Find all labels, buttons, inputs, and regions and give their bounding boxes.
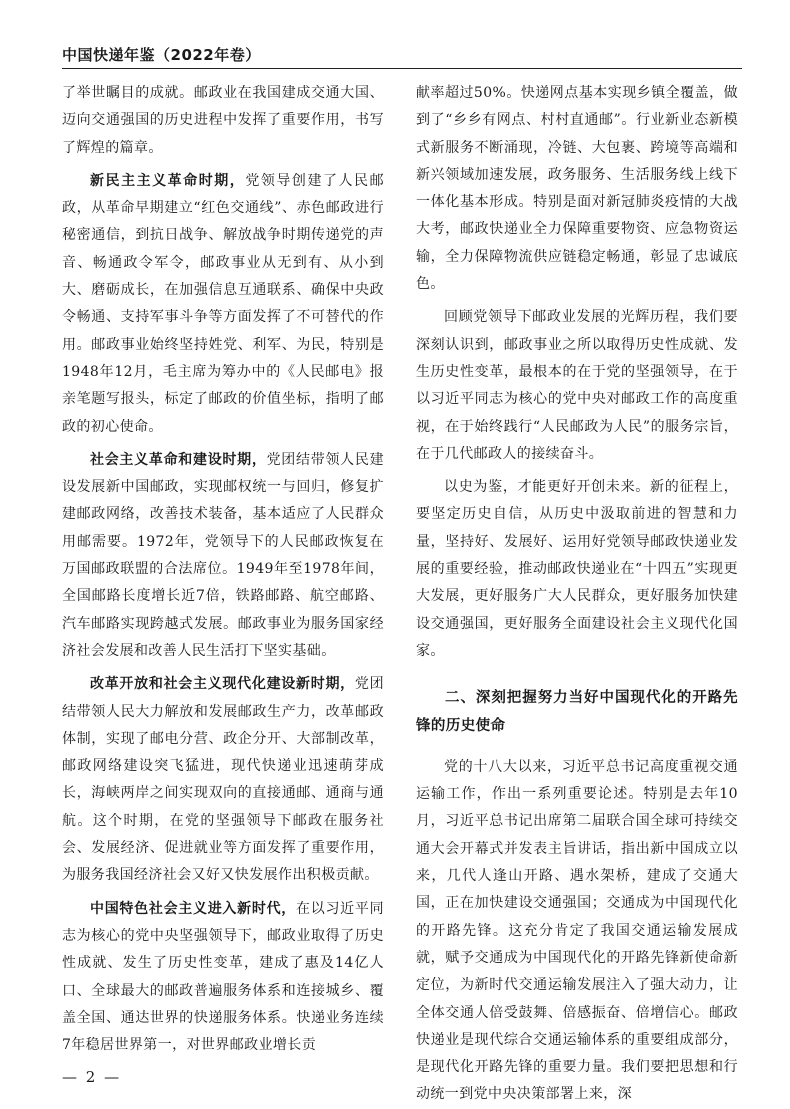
paragraph — [62, 447, 384, 665]
right-column — [416, 80, 738, 1109]
paragraph-lead: 社会主义革命和建设时期， — [90, 451, 267, 468]
page-number: — 2 — — [62, 1068, 122, 1086]
paragraph-lead: 中国特色社会主义进入新时代， — [90, 900, 297, 917]
paragraph: 回顾党领导下邮政业发展的光辉历程，我们要深刻认识到，邮政事业之所以取得历史性成就、发生历史性变革，最根本的在于党的坚强领导，在于以习近平同志为核心的党中央对邮政工作的高度重视，在于始终践行“人民邮政为人民”的服务宗旨，在于几代邮政人的接续奋斗。 — [416, 309, 738, 462]
header-rule — [62, 68, 742, 69]
paragraph — [62, 168, 384, 441]
paragraph — [62, 896, 384, 1060]
paragraph: 党的十八大以来，习近平总书记高度重视交通运输工作，作出一系列重要论述。特别是去年10月，习近平总书记出席第二届联合国全球可持续交通大会开幕式并发表主旨讲话，指出新中国成立以来，几代人逢山开路、遇水架桥，建成了交通大国，正在加快建设交通强国；交通成为中国现代化的开路先锋。这充分肯定了我国交通运输发展成就，赋予交通成为中国现代化的开路先锋新使命新定位，为新时代交通运输发展注入了强大动力，让全体交通人倍受鼓舞、倍感振奋、倍增信心。邮政快递业是现代综合交通运输体系的重要组成部分，是现代化开路先锋的重要力量。我们要把思想和行动统一到党中央决策部署上来，深 — [416, 758, 738, 1103]
paragraph: 了举世瞩目的成就。邮政业在我国建成交通大国、迈向交通强国的历史进程中发挥了重要作用，书写了辉煌的篇章。 — [62, 85, 384, 156]
paragraph-body: 党团结带领人民建设发展新中国邮政，实现邮权统一与回归，修复扩建邮政网络，改善技术装备，基本适应了人民群众用邮需要。1972年，党领导下的人民邮政恢复在万国邮政联盟的合法席位。1949年至1978年间，全国邮路长度增长近7倍，铁路邮路、航空邮路、汽车邮路实现跨越式发展。邮政事业为服务国家经济社会发展和改善人民生活打下坚实基础。 — [62, 451, 384, 659]
paragraph-body: 党团结带领人民大力解放和发展邮政生产力，改革邮政体制，实现了邮电分营、政企分开、大部制改革，邮政网络建设突飞猛进，现代快递业迅速萌芽成长，海峡两岸之间实现双向的直接通邮、通商与通航。这个时期，在党的坚强领导下邮政在服务社会、发展经济、促进就业等方面发挥了重要作用，为服务我国经济社会又好又快发展作出积极贡献。 — [62, 676, 384, 884]
paragraph — [62, 671, 384, 889]
paragraph-lead: 改革开放和社会主义现代化建设新时期， — [90, 676, 355, 693]
paragraph: 以史为鉴，才能更好开创未来。新的征程上，要坚定历史自信，从历史中汲取前进的智慧和力量，坚持好、发展好、运用好党领导邮政快递业发展的重要经验，推动邮政快递业在“十四五”实现更大发展，更好服务广大人民群众，更好服务加快建设交通强国，更好服务全面建设社会主义现代化国家。 — [416, 479, 738, 659]
paragraph: 献率超过50%。快递网点基本实现乡镇全覆盖，做到了“乡乡有网点、村村直通邮”。行业新业态新模式新服务不断涌现，冷链、大包裹、跨境等高端和新兴领域加速发展，政务服务、生活服务线上线下一体化基本形成。特别是面对新冠肺炎疫情的大战大考，邮政快递业全力保障重要物资、应急物资运输，全力保障物流供应链稳定畅通，彰显了忠诚底色。 — [416, 85, 738, 293]
paragraph-lead: 新民主主义革命时期， — [90, 172, 246, 189]
left-column — [62, 80, 384, 1059]
running-title: 中国快递年鉴（2022年卷） — [62, 46, 261, 64]
section-heading: 二、深刻把握努力当好中国现代化的开路先锋的历史使命 — [416, 690, 738, 734]
paragraph-body: 在以习近平同志为核心的党中央坚强领导下，邮政业取得了历史性成就、发生了历史性变革，建成了惠及14亿人口、全球最大的邮政普遍服务体系和连接城乡、覆盖全国、通达世界的快递服务体系。快递业务连续7年稳居世界第一，对世界邮政业增长贡 — [62, 900, 384, 1054]
paragraph-body: 党领导创建了人民邮政，从革命早期建立“红色交通线”、赤色邮政进行秘密通信，到抗日战争、解放战争时期传递党的声音、畅通政令军令，邮政事业从无到有、从小到大、磨砺成长，在加强信息互通联系、确保中央政令畅通、支持军事斗争等方面发挥了不可替代的作用。邮政事业始终坚持姓党、利军、为民，特别是1948年12月，毛主席为筹办中的《人民邮电》报亲笔题写报头，标定了邮政的价值坐标，指明了邮政的初心使命。 — [62, 172, 384, 435]
